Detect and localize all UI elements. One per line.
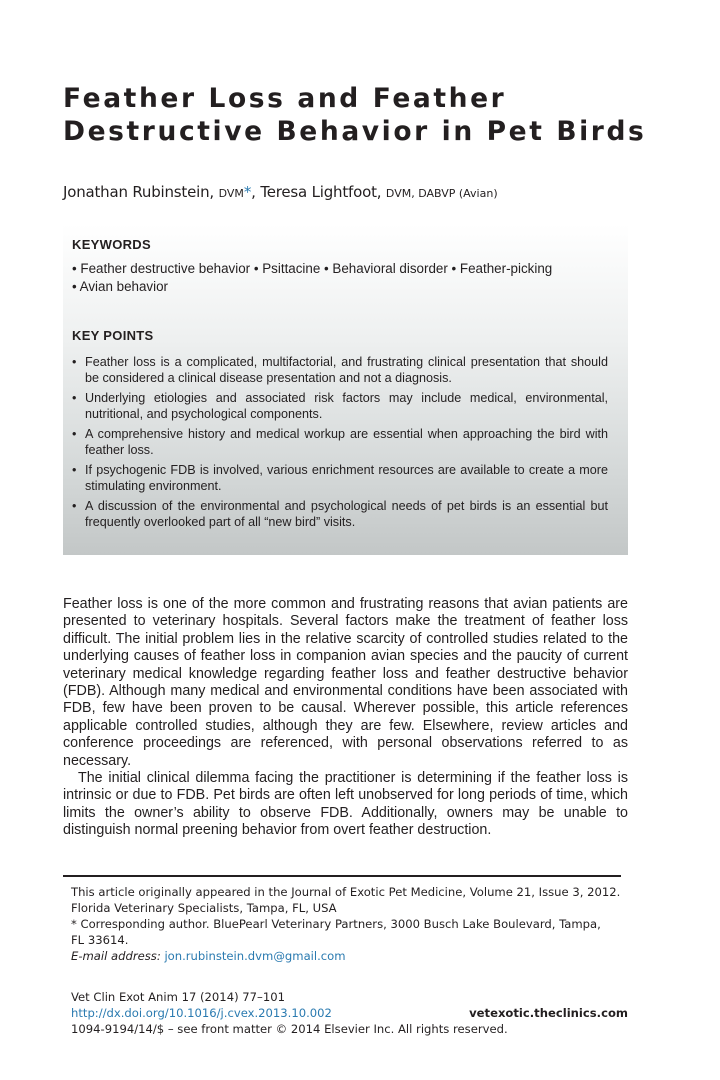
body-paragraph-1: Feather loss is one of the more common and frustrating reasons that avian patients are presented to veterinary hospitals. Several factors make the treatment of feather loss difficult. The initial problem lies in the relative scarcity of controlled studies related to the underlying causes of feather loss in companion avian species and the paucity of current veterinary medical knowledge regarding feather loss and feather destructive behavior (FDB). Although many medical and environmental conditions have been associated with FDB, few have been proven to be causal. Wherever possible, this article references applicable controlled studies, although they are few. Elsewhere, review articles and conference proceedings are referenced, with personal observations referred to as necessary. bbox=[63, 596, 628, 769]
key-points-heading: KEY POINTS bbox=[72, 328, 154, 343]
corresponding-author-mark[interactable]: * bbox=[243, 183, 252, 201]
key-point-item: • If psychogenic FDB is involved, various enrichment resources are available to create a more stimulating environment. bbox=[72, 462, 608, 494]
keywords-keypoints-box bbox=[63, 224, 628, 555]
footnote-divider bbox=[63, 875, 621, 877]
citation-block bbox=[71, 989, 628, 1037]
footnotes bbox=[71, 884, 621, 964]
email-link[interactable]: jon.rubinstein.dvm@gmail.com bbox=[164, 949, 346, 963]
doi-link[interactable]: http://dx.doi.org/10.1016/j.cvex.2013.10.002 bbox=[71, 1006, 332, 1020]
key-point-item: • A comprehensive history and medical workup are essential when approaching the bird with feather loss. bbox=[72, 426, 608, 458]
author1-name: Jonathan Rubinstein, bbox=[63, 183, 214, 201]
key-point-item: • Underlying etiologies and associated risk factors may include medical, environmental, nutritional, and psychological components. bbox=[72, 390, 608, 422]
article-title bbox=[63, 82, 663, 148]
email-label: E-mail address: bbox=[71, 949, 161, 963]
copyright-line: 1094-9194/14/$ – see front matter © 2014 Elsevier Inc. All rights reserved. bbox=[71, 1022, 508, 1036]
footnote-origin: This article originally appeared in the Journal of Exotic Pet Medicine, Volume 21, Issue 3, 2012. bbox=[71, 885, 621, 899]
title-line-1: Feather Loss and Feather bbox=[63, 83, 507, 114]
keywords-heading: KEYWORDS bbox=[72, 237, 151, 252]
author2-name: Teresa Lightfoot, bbox=[260, 183, 382, 201]
author-separator: , bbox=[251, 183, 256, 201]
author1-degree: DVM bbox=[218, 187, 244, 200]
title-line-2: Destructive Behavior in Pet Birds bbox=[63, 116, 647, 147]
key-point-item: • A discussion of the environmental and psychological needs of pet birds is an essential but frequently overlooked part of all “new bird” visits. bbox=[72, 498, 608, 530]
keywords-line-2: • Avian behavior bbox=[72, 279, 169, 294]
key-point-item: • Feather loss is a complicated, multifactorial, and frustrating clinical presentation that should be considered a clinical disease presentation and not a diagnosis. bbox=[72, 354, 608, 386]
body-paragraph-2: The initial clinical dilemma facing the practitioner is determining if the feather loss is intrinsic or due to FDB. Pet birds are often left unobserved for long periods of time, which limits the owner’s ability to observe FDB. Additionally, owners may be unable to distinguish normal preening behavior from overt feather destruction. bbox=[63, 770, 628, 839]
journal-website-link[interactable]: vetexotic.theclinics.com bbox=[469, 1006, 628, 1020]
author-line bbox=[63, 183, 498, 201]
footnote-corresponding-1: * Corresponding author. BluePearl Veterinary Partners, 3000 Busch Lake Boulevard, Tampa, bbox=[71, 917, 601, 931]
footnote-affiliation: Florida Veterinary Specialists, Tampa, FL, USA bbox=[71, 901, 337, 915]
body-text bbox=[63, 596, 628, 840]
footnote-corresponding-2: FL 33614. bbox=[71, 933, 129, 947]
journal-citation: Vet Clin Exot Anim 17 (2014) 77–101 bbox=[71, 990, 285, 1004]
author2-degrees: DVM, DABVP (Avian) bbox=[385, 187, 498, 200]
footnote-email bbox=[71, 948, 621, 964]
key-points-list bbox=[72, 354, 608, 534]
keywords-line-1: • Feather destructive behavior • Psittacine • Behavioral disorder • Feather-picking bbox=[72, 261, 553, 276]
